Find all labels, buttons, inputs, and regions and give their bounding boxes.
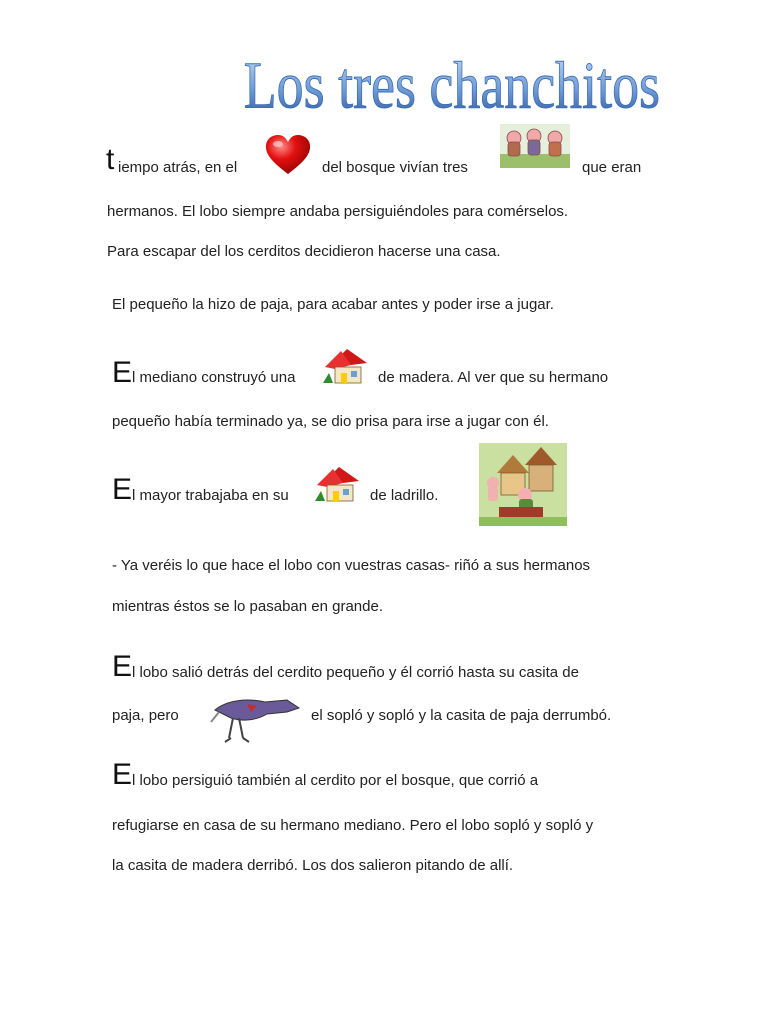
p3-text-a: l mediano construyó una (132, 369, 296, 386)
drop-cap-e: E (112, 473, 133, 506)
p7-line2: refugiarse en casa de su hermano mediano. Pero el lobo sopló y sopló y (112, 817, 594, 834)
three-pigs-icon (500, 124, 570, 168)
pigs-building-icon (479, 443, 567, 526)
drop-cap-e: E (112, 650, 133, 683)
drop-cap-e: E (112, 758, 133, 791)
p1-line3: Para escapar del los cerditos decidieron hacerse una casa. (107, 243, 501, 260)
p1-text-c: que eran (582, 159, 642, 176)
drop-cap-t: t (106, 143, 115, 176)
p5-line2: mientras éstos se lo pasaban en grande. (112, 598, 384, 615)
p5-line1: - Ya veréis lo que hace el lobo con vuestras casas- riñó a sus hermanos (112, 557, 591, 574)
p3-line2: pequeño había terminado ya, se dio prisa para irse a jugar con él. (112, 413, 549, 430)
wolf-icon (207, 692, 301, 744)
p4-text-a: l mayor trabajaba en su (132, 487, 289, 504)
p3-text-b: de madera. Al ver que su hermano (378, 369, 609, 386)
p7-text-a: l lobo persiguió también al cerdito por el bosque, que corrió a (132, 772, 539, 789)
house-icon (313, 463, 365, 503)
p4-text-b: de ladrillo. (370, 487, 439, 504)
p6-text-a: l lobo salió detrás del cerdito pequeño y él corrió hasta su casita de (132, 664, 579, 681)
p7-line3: la casita de madera derribó. Los dos salieron pitando de allí. (112, 857, 514, 874)
p1-text-a: iempo atrás, en el (118, 159, 238, 176)
p2-text: El pequeño la hizo de paja, para acabar antes y poder irse a jugar. (112, 296, 554, 313)
title-text: Los tres chanchitos (243, 49, 661, 123)
p1-text-b: del bosque vivían tres (322, 159, 468, 176)
p1-line2: hermanos. El lobo siempre andaba persiguiéndoles para comérselos. (107, 203, 569, 220)
drop-cap-e: E (112, 356, 133, 389)
document-title (240, 34, 661, 123)
heart-icon (264, 134, 312, 176)
house-icon (321, 345, 373, 385)
p6-line2b: el sopló y sopló y la casita de paja derrumbó. (311, 707, 612, 724)
p6-line2a: paja, pero (112, 707, 179, 724)
